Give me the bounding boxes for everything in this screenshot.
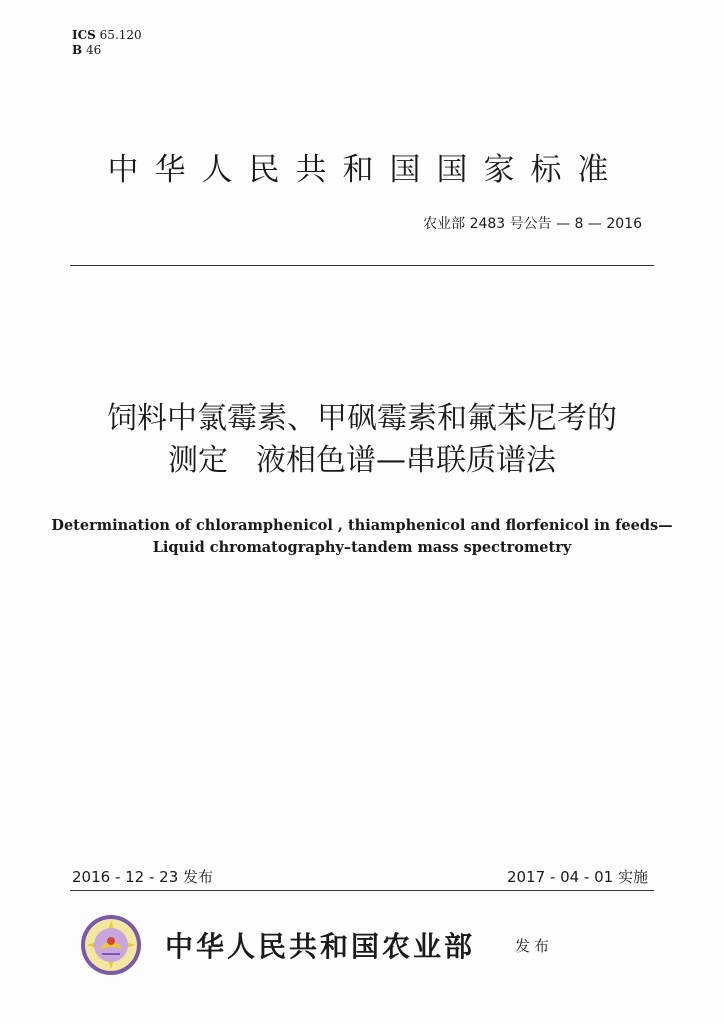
footer-divider [70, 890, 654, 891]
national-standard-heading: 中华人民共和国国家标准 [107, 152, 625, 188]
chinese-title-line2a: 测定 [168, 443, 228, 478]
ccs-code: B 46 [72, 43, 102, 57]
chinese-title-line2 [0, 440, 724, 482]
english-title-line1: Determination of chloramphenicol , thiamphenicol and florfenicol in feeds— [51, 517, 673, 534]
chinese-title [0, 398, 724, 482]
ics-code: ICS 65.120 [72, 28, 142, 42]
issue-date: 2016 - 12 - 23 发布 [72, 868, 214, 886]
issuing-ministry: 中华人民共和国农业部 [165, 930, 476, 963]
chinese-title-line2b: 液相色谱—串联质谱法 [256, 443, 556, 478]
standard-number: 农业部 2483 号公告 — 8 — 2016 [423, 216, 642, 232]
implementation-date: 2017 - 04 - 01 实施 [506, 868, 648, 886]
chinese-title-line1: 饲料中氯霉素、甲砜霉素和氟苯尼考的 [107, 401, 617, 436]
header-divider [70, 265, 654, 266]
ministry-emblem-icon [80, 914, 142, 976]
classification-codes [72, 28, 142, 58]
english-title-line2: Liquid chromatography–tandem mass spectrometry [152, 539, 572, 556]
english-title [0, 515, 724, 559]
issued-by-label: 发布 [515, 937, 554, 955]
